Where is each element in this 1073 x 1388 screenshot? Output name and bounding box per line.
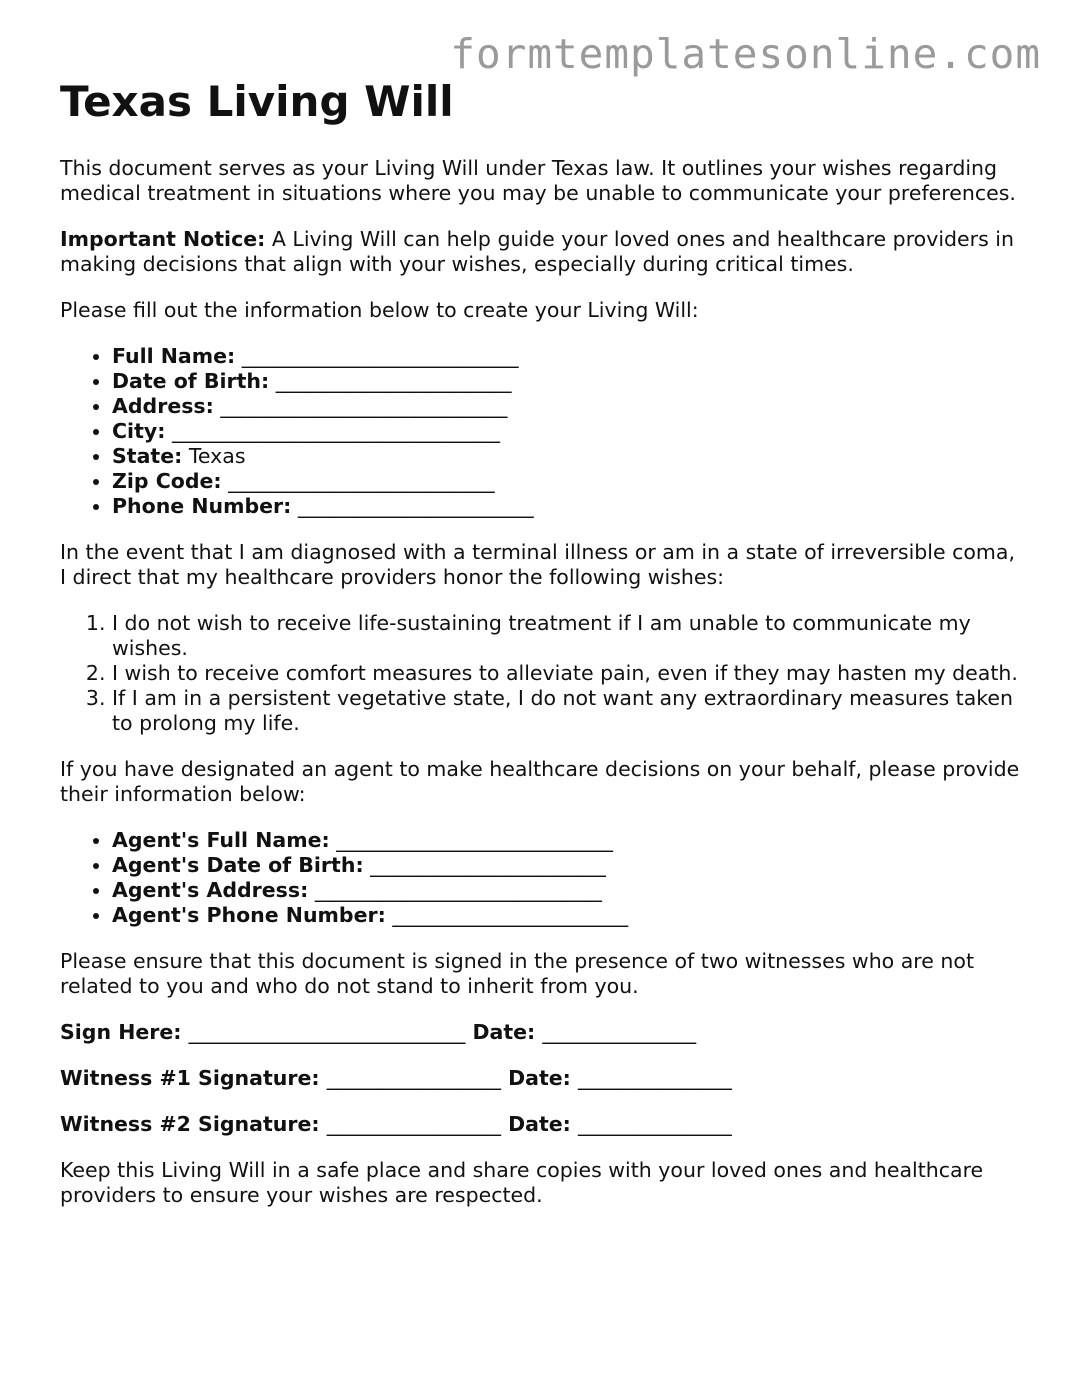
field-zip-code [112, 469, 1020, 494]
field-address [112, 394, 1020, 419]
field-label: Zip Code: [112, 469, 222, 493]
page-title: Texas Living Will [60, 77, 454, 126]
field-date-of-birth [112, 369, 1020, 394]
personal-info-list [60, 344, 1020, 519]
wishes-list [60, 611, 1020, 736]
signature-label: Witness #2 Signature: [60, 1112, 320, 1136]
wishes-intro: In the event that I am diagnosed with a terminal illness or am in a state of irreversible coma, I direct that my healthcare providers honor the following wishes: [60, 540, 1015, 589]
important-notice [60, 227, 1020, 277]
field-blank[interactable]: __________________________ [228, 469, 495, 493]
field-blank[interactable]: _______________________ [275, 369, 512, 393]
closing-paragraph: Keep this Living Will in a safe place and share copies with your loved ones and healthcare providers to ensure your wishes are respected. [60, 1158, 984, 1207]
field-agent-full-name [112, 828, 1020, 853]
field-label: State: [112, 444, 183, 468]
intro-paragraph: This document serves as your Living Will under Texas law. It outlines your wishes regarding medical treatment in situations where you may be unable to communicate your preferences. [60, 156, 1016, 205]
signature-blank[interactable]: _________________ [326, 1066, 501, 1090]
date-label: Date: [472, 1020, 536, 1044]
field-blank[interactable]: _______________________ [297, 494, 534, 518]
field-label: Agent's Address: [112, 878, 309, 902]
field-blank[interactable]: ________________________________ [171, 419, 500, 443]
watermark: formtemplatesonline.com [450, 30, 1041, 78]
field-agent-address [112, 878, 1020, 903]
field-label: Agent's Date of Birth: [112, 853, 364, 877]
wish-item: 3. If I am in a persistent vegetative state, I do not want any extraordinary measures taken to prolong my life. [112, 686, 1020, 736]
notice-label: Important Notice: [60, 227, 266, 251]
date-label: Date: [508, 1112, 571, 1136]
witness-note: Please ensure that this document is signed in the presence of two witnesses who are not related to you and who do not stand to inherit from you. [60, 949, 974, 998]
wish-item: 1. I do not wish to receive life-sustaining treatment if I am unable to communicate my wishes. [112, 611, 1020, 661]
field-agent-phone-number [112, 903, 1020, 928]
field-label: Agent's Phone Number: [112, 903, 386, 927]
field-label: Phone Number: [112, 494, 292, 518]
field-phone-number [112, 494, 1020, 519]
field-blank[interactable]: ____________________________ [220, 394, 508, 418]
field-state [112, 444, 1020, 469]
field-blank[interactable]: ____________________________ [314, 878, 602, 902]
field-blank[interactable]: _______________________ [370, 853, 606, 877]
signature-blank[interactable]: _________________ [326, 1112, 501, 1136]
agent-info-list [60, 828, 1020, 928]
field-city [112, 419, 1020, 444]
wish-item: 2. I wish to receive comfort measures to alleviate pain, even if they may hasten my death. [112, 661, 1020, 686]
notice-text: A Living Will can help guide your loved ones and healthcare providers in making decisions that align with your wishes, especially during critical times. [60, 227, 1014, 276]
field-label: Date of Birth: [112, 369, 270, 393]
fill-instruction: Please fill out the information below to create your Living Will: [60, 298, 699, 322]
field-value: Texas [188, 444, 246, 468]
signature-row-signer [60, 1020, 1020, 1045]
signature-label: Witness #1 Signature: [60, 1066, 320, 1090]
signature-blank[interactable]: ___________________________ [188, 1020, 466, 1044]
signature-row-witness-2 [60, 1112, 1020, 1137]
field-blank[interactable]: ___________________________ [241, 344, 519, 368]
field-label: Address: [112, 394, 214, 418]
date-blank[interactable]: _______________ [578, 1112, 732, 1136]
field-label: Full Name: [112, 344, 236, 368]
document-page [60, 76, 1020, 1229]
signature-row-witness-1 [60, 1066, 1020, 1091]
agent-intro: If you have designated an agent to make healthcare decisions on your behalf, please provide their information below: [60, 757, 1020, 806]
signature-label: Sign Here: [60, 1020, 182, 1044]
field-agent-date-of-birth [112, 853, 1020, 878]
field-blank[interactable]: _______________________ [392, 903, 629, 927]
field-blank[interactable]: ___________________________ [336, 828, 613, 852]
field-label: City: [112, 419, 166, 443]
date-label: Date: [508, 1066, 571, 1090]
date-blank[interactable]: _______________ [578, 1066, 732, 1090]
field-full-name [112, 344, 1020, 369]
field-label: Agent's Full Name: [112, 828, 330, 852]
date-blank[interactable]: _______________ [542, 1020, 697, 1044]
